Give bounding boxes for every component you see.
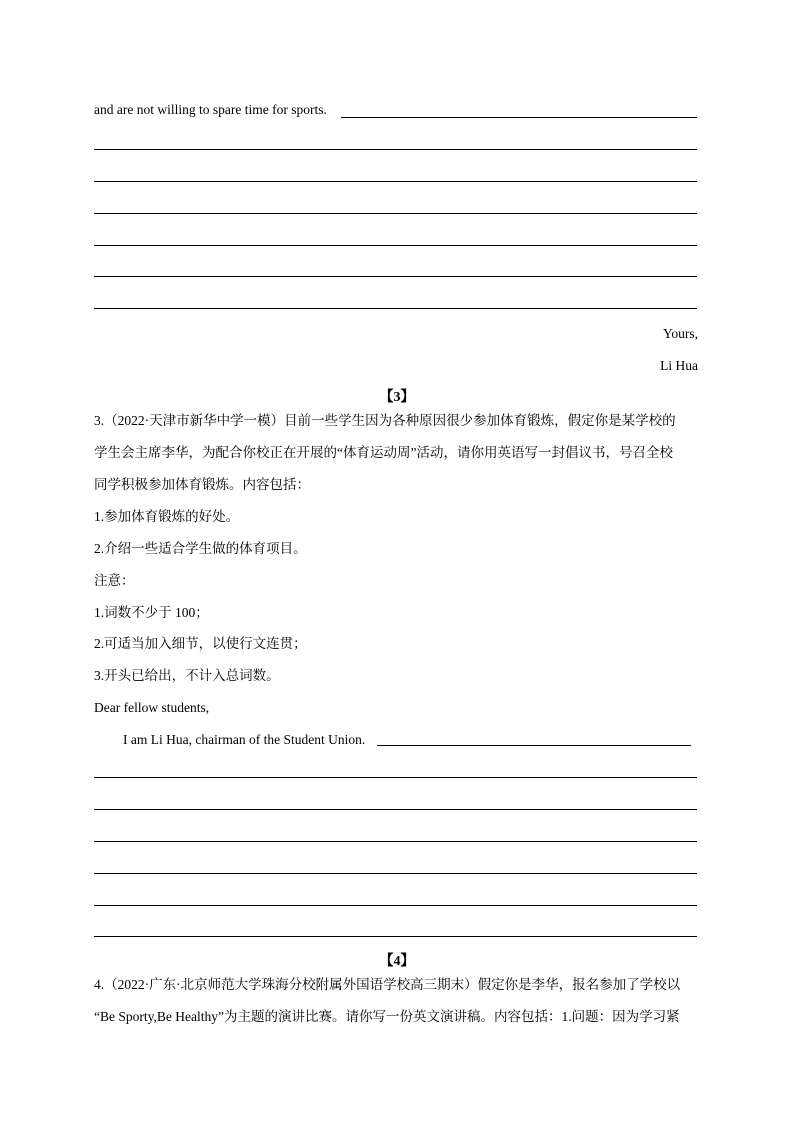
continuation-text: and are not willing to spare time for sports. [94,102,327,117]
section-3-prompt-line-2: 学生会主席李华，为配合你校正在开展的“体育运动周”活动，请你用英语写一封倡议书，号召全校 [94,445,673,460]
writing-line [94,213,697,214]
writing-line [94,777,697,778]
writing-line [94,245,697,246]
section-3-prompt-line-1: 3.（2022·天津市新华中学一模）目前一些学生因为各种原因很少参加体育锻炼，假定你是某学校的 [94,413,676,428]
writing-line [94,936,697,937]
section-3-note-1: 1.词数不少于 100； [94,605,209,620]
closing-name: Li Hua [660,358,698,373]
section-4-prompt-line-2: “Be Sporty,Be Healthy”为主题的演讲比赛。请你写一份英文演讲稿。内容包括：1.问题：因为学习紧 [94,1009,680,1024]
writing-line [94,905,697,906]
writing-line [94,308,697,309]
writing-line [94,873,697,874]
section-3-note-2: 2.可适当加入细节，以使行文连贯； [94,636,307,651]
writing-line [341,117,697,118]
section-4-prompt-line-1: 4.（2022·广东·北京师范大学珠海分校附属外国语学校高三期末）假定你是李华，报名参加了学校以 [94,977,681,992]
closing-yours: Yours, [662,326,698,341]
writing-line [377,745,691,746]
writing-line [94,276,697,277]
section-3-content-item-2: 2.介绍一些适合学生做的体育项目。 [94,541,307,556]
section-3-note-3: 3.开头已给出，不计入总词数。 [94,668,280,683]
section-3-salutation: Dear fellow students, [94,700,210,715]
section-3-opening: I am Li Hua, chairman of the Student Union. [123,732,366,747]
writing-line [94,149,697,150]
section-3-content-item-1: 1.参加体育锻炼的好处。 [94,509,240,524]
section-3-marker: 【3】 [379,390,415,405]
writing-line [94,181,697,182]
writing-line [94,841,697,842]
writing-line [94,809,697,810]
section-3-prompt-line-3: 同学积极参加体育锻炼。内容包括： [94,477,310,492]
section-3-notes-label: 注意： [94,573,135,588]
section-4-marker: 【4】 [379,954,415,969]
